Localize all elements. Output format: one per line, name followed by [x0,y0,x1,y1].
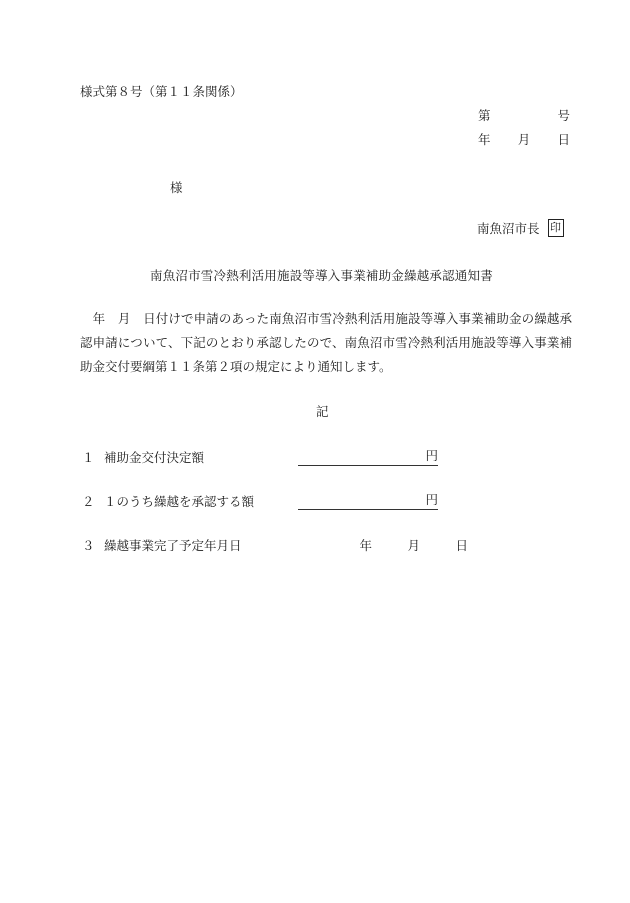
document-number-prefix: 第 [478,108,491,123]
body-text: 年 月 日付けで申請のあった南魚沼市雪冷熱利活用施設等導入事業補助金の繰越承認申請について、下記のとおり承認したので、南魚沼市雪冷熱利活用施設等導入事業補助金交付要綱第１１条第２項の規定により通知します。 [80,311,572,374]
date-month: 月 [517,132,531,147]
item-3 [82,536,468,554]
item-3-label: 繰越事業完了予定年月日 [104,538,242,553]
date-day: 日 [557,132,570,147]
document-date [478,130,570,148]
item-3-number: ３ [82,538,95,553]
document-number [478,106,570,124]
form-number: 様式第８号（第１１条関係） [80,84,243,99]
ki-heading: 記 [316,404,329,419]
item-1-number: １ [82,450,95,465]
item-1-label: 補助金交付決定額 [104,450,205,465]
item-1-amount-field[interactable]: 円 [298,446,438,466]
addressee: 様 [170,180,183,195]
date-year: 年 [478,132,491,147]
issuer [477,219,564,237]
item-2-label: １のうち繰越を承認する額 [104,494,255,509]
document-title: 南魚沼市雪冷熱利活用施設等導入事業補助金繰越承認通知書 [150,268,493,283]
item-2-number: ２ [82,494,95,509]
item-3-year[interactable]: 年 [359,538,372,553]
issuer-name: 南魚沼市長 [477,221,540,236]
item-3-day[interactable]: 日 [455,538,468,553]
item-1 [82,446,438,466]
item-2 [82,490,438,510]
item-3-month[interactable]: 月 [407,538,420,553]
item-2-amount-field[interactable]: 円 [298,490,438,510]
item-3-date-fields [324,536,468,554]
seal-mark: 印 [548,219,564,237]
document-number-suffix: 号 [557,108,570,123]
